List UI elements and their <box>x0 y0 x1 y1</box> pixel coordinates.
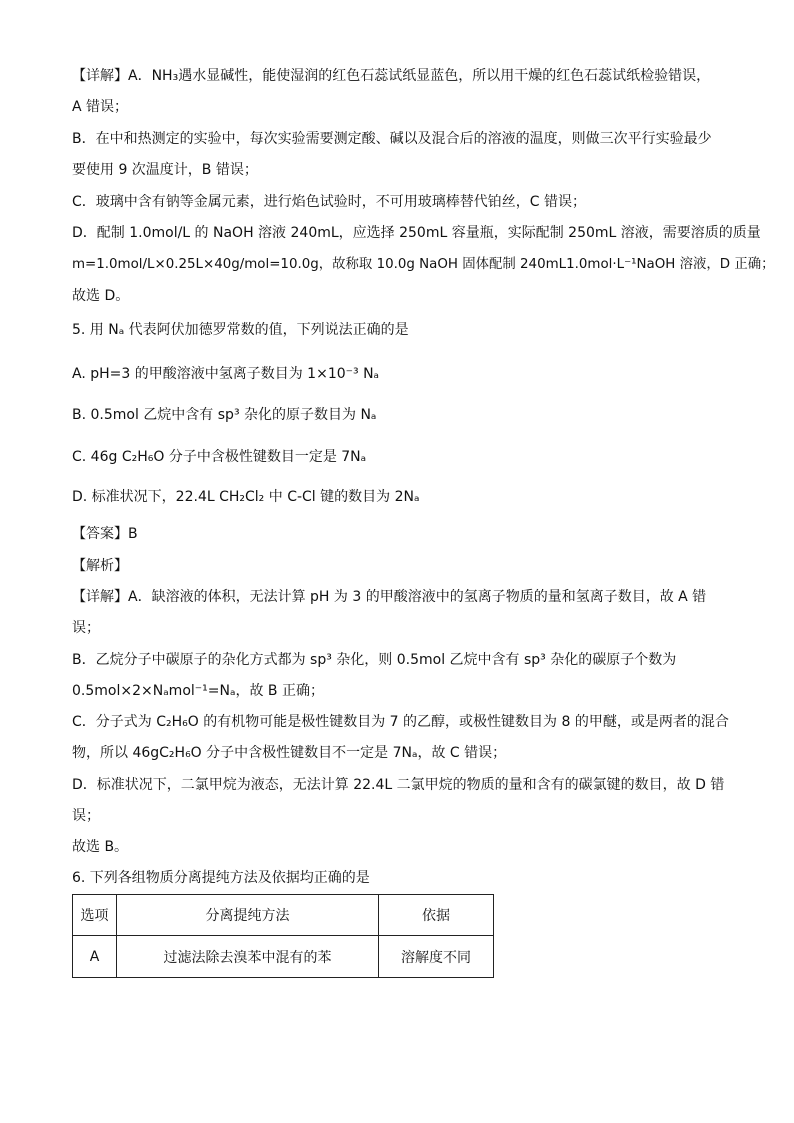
q5-detail-a-line1: 【详解】A．缺溶液的体积，无法计算 pH 为 3 的甲酸溶液中的氢离子物质的量和氢离子数目，故 A 错 <box>72 589 707 605</box>
q5-conclusion: 故选 B。 <box>72 839 129 855</box>
q5-option-a: A. pH=3 的甲酸溶液中氢离子数目为 1×10⁻³ Nₐ <box>72 366 380 382</box>
q4-detail-b-line1: B．在中和热测定的实验中，每次实验需要测定酸、碱以及混合后的溶液的温度，则做三次平行实验最少 <box>72 131 712 147</box>
q5-detail-a-line2: 误； <box>72 620 100 636</box>
table-cell: 溶解度不同 <box>379 936 494 978</box>
q5-detail-c-line2: 物，所以 46gC₂H₆O 分子中含极性键数目不一定是 7Nₐ，故 C 错误； <box>72 745 507 761</box>
q5-detail-d-line1: D．标准状况下，二氯甲烷为液态，无法计算 22.4L 二氯甲烷的物质的量和含有的碳氯键的数目，故 D 错 <box>72 777 725 793</box>
table-cell: A <box>73 936 117 978</box>
q5-option-c: C. 46g C₂H₆O 分子中含极性键数目一定是 7Nₐ <box>72 449 367 465</box>
q5-analysis-label: 【解析】 <box>72 558 128 574</box>
q5-detail-b-line1: B．乙烷分子中碳原子的杂化方式都为 sp³ 杂化，则 0.5mol 乙烷中含有 sp³ 杂化的碳原子个数为 <box>72 652 677 668</box>
table-header-cell: 分离提纯方法 <box>117 895 379 936</box>
q5-answer: 【答案】B <box>72 526 138 542</box>
q4-detail-c-line: C．玻璃中含有钠等金属元素，进行焰色试验时，不可用玻璃棒替代铂丝，C 错误； <box>72 194 586 210</box>
q6-stem: 6. 下列各组物质分离提纯方法及依据均正确的是 <box>72 870 370 886</box>
q4-detail-b-line2: 要使用 9 次温度计，B 错误； <box>72 162 258 178</box>
q4-conclusion: 故选 D。 <box>72 288 130 304</box>
table-cell: 过滤法除去溴苯中混有的苯 <box>117 936 379 978</box>
q4-detail-d-line1: D．配制 1.0mol/L 的 NaOH 溶液 240mL，应选择 250mL 容量瓶，实际配制 250mL 溶液，需要溶质的质量 <box>72 225 761 241</box>
table-header-cell: 依据 <box>379 895 494 936</box>
q4-detail-d-line2: m=1.0mol/L×0.25L×40g/mol=10.0g，故称取 10.0g NaOH 固体配制 240mL1.0mol·L⁻¹NaOH 溶液，D 正确； <box>72 257 775 272</box>
q5-option-b: B. 0.5mol 乙烷中含有 sp³ 杂化的原子数目为 Nₐ <box>72 407 377 423</box>
q5-stem: 5. 用 Nₐ 代表阿伏加德罗常数的值，下列说法正确的是 <box>72 322 409 338</box>
q6-options-table <box>72 894 494 978</box>
table-header-cell: 选项 <box>73 895 117 936</box>
q5-detail-b-line2: 0.5mol×2×Nₐmol⁻¹=Nₐ，故 B 正确； <box>72 683 324 699</box>
q5-option-d: D. 标准状况下，22.4L CH₂Cl₂ 中 C-Cl 键的数目为 2Nₐ <box>72 489 420 505</box>
q5-detail-d-line2: 误； <box>72 808 100 824</box>
q4-detail-a-line2: A 错误； <box>72 99 129 115</box>
table-row <box>73 936 494 978</box>
q5-detail-c-line1: C．分子式为 C₂H₆O 的有机物可能是极性键数目为 7 的乙醇，或极性键数目为 8 的甲醚，或是两者的混合 <box>72 714 729 730</box>
q4-detail-a-line1: 【详解】A．NH₃遇水显碱性，能使湿润的红色石蕊试纸显蓝色，所以用干燥的红色石蕊试纸检验错误， <box>72 68 711 84</box>
table-header-row <box>73 895 494 936</box>
